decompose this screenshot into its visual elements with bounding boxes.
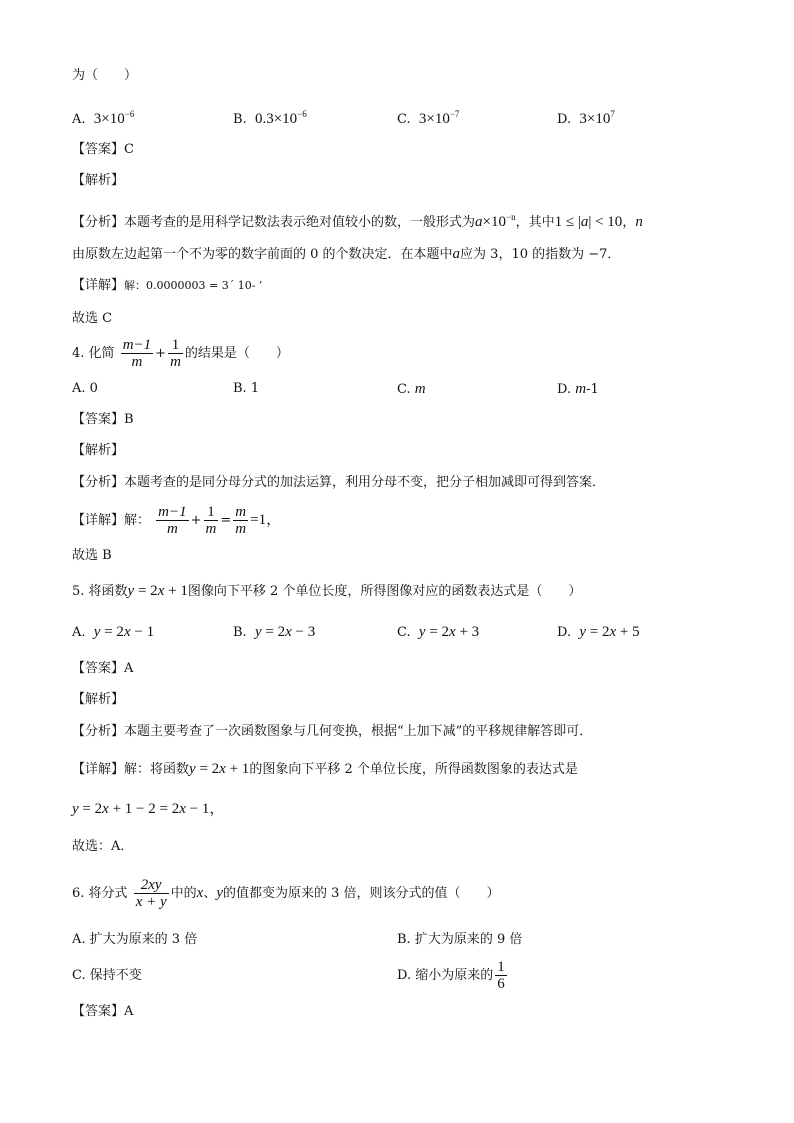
- fraction: $\frac{1}{m}$: [170, 337, 181, 370]
- q3-conclusion: 故选 C: [72, 311, 113, 326]
- q4-option-b: B. 1: [233, 381, 260, 396]
- q4-option-d: D. m-1: [557, 381, 599, 397]
- q4-analysis-heading: 【解析】: [72, 443, 125, 458]
- q3-option-d: D. $3\times 10^7$: [557, 109, 615, 127]
- q3-option-c: C. $3\times 10^{-7}$: [397, 109, 460, 127]
- q4-xiangjie: 【详解】解： $\frac{m-1}{m}$ + $\frac{1}{m}$ = $\frac{m}{m}$ =1，: [72, 504, 282, 537]
- q3-answer: 【答案】C: [72, 142, 134, 157]
- q3-stem-tail: 为（ ）: [72, 68, 138, 83]
- q4-fenxi: 【分析】本题考查的是同分母分式的加法运算，利用分母不变，把分子相加减即可得到答案．: [72, 475, 606, 490]
- q4-conclusion: 故选 B: [72, 548, 112, 563]
- q3-fenxi-cont: 由原数左边起第一个不为零的数字前面的 0 的个数决定．在本题中a应为 3，10 的指数为 −7．: [72, 246, 621, 262]
- q5-option-c: C. y = 2x + 3: [397, 624, 480, 640]
- q5-option-a: A. y = 2x − 1: [72, 624, 155, 640]
- q3-fenxi: 【分析】本题考查的是用科学记数法表示绝对值较小的数，一般形式为$a\times 10^{-n}$，其中1 ≤ |a| < 10，n: [72, 212, 643, 230]
- q6-stem: 6. 将分式 $\frac{2xy}{x + y}$ 中的x、y的值都变为原来的 3 倍，则该分式的值（ ）: [72, 877, 500, 910]
- q5-fenxi: 【分析】本题主要考查了一次函数图象与几何变换，根据“上加下减”的平移规律解答即可．: [72, 724, 593, 739]
- q5-analysis-heading: 【解析】: [72, 692, 125, 707]
- q3-xiangjie: 【详解】解：0.0000003 = 3´ 10- ’: [72, 278, 263, 293]
- q5-option-d: D. y = 2x + 5: [557, 624, 640, 640]
- answer-label: 【答案】: [72, 142, 125, 157]
- q3-analysis-heading: 【解析】: [72, 173, 125, 188]
- q6-option-b: B. 扩大为原来的 9 倍: [397, 932, 523, 947]
- q5-option-b: B. y = 2x − 3: [233, 624, 316, 640]
- q4-stem: 4. 化简 $\frac{m-1}{m}$ + $\frac{1}{m}$ 的结果是（ ）: [72, 337, 289, 370]
- q5-xiangjie: 【详解】解：将函数y = 2x + 1的图象向下平移 2 个单位长度，所得函数图象的表达式是: [72, 761, 578, 777]
- q4-answer: 【答案】B: [72, 412, 134, 427]
- q4-option-c: C. m: [397, 381, 426, 397]
- q5-xiangjie-result: y = 2x + 1 − 2 = 2x − 1，: [72, 801, 225, 817]
- fraction: $\frac{2xy}{x + y}$: [135, 877, 167, 910]
- q5-stem: 5. 将函数y = 2x + 1图像向下平移 2 个单位长度，所得图像对应的函数表达式是（ ）: [72, 583, 582, 599]
- q3-option-a: A. $3\times 10^{-6}$: [72, 109, 135, 127]
- q5-conclusion: 故选：A．: [72, 839, 134, 854]
- q6-option-c: C. 保持不变: [72, 968, 142, 983]
- q4-option-a: A. 0: [72, 381, 98, 396]
- q5-answer: 【答案】A: [72, 661, 134, 676]
- fraction: $\frac{m-1}{m}$: [122, 337, 152, 370]
- q3-option-b: B. $0.3\times 10^{-6}$: [233, 109, 307, 127]
- q6-option-d: D. 缩小为原来的 $\frac{1}{6}$: [397, 959, 505, 992]
- q6-answer: 【答案】A: [72, 1004, 134, 1019]
- q6-option-a: A. 扩大为原来的 3 倍: [72, 932, 198, 947]
